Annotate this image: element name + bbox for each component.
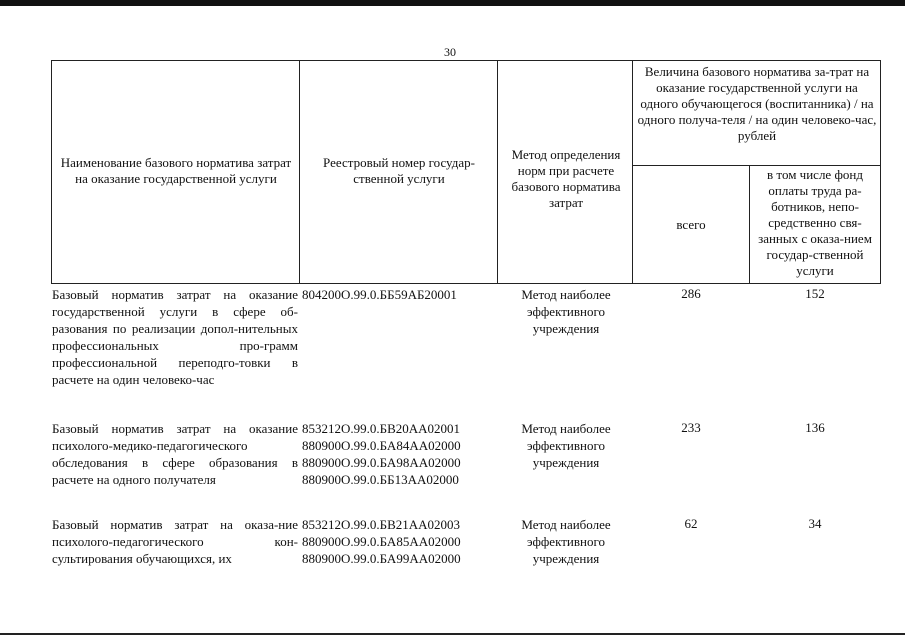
row3-total: 62	[684, 516, 698, 531]
row3-registry: 853212О.99.0.БВ21АА02003 880900О.99.0.БА85АА02000 880900О.99.0.БА99АА02000	[302, 517, 461, 566]
row3-name: Базовый норматив затрат на оказа-ние психолого-педагогического кон-сультирования обучающихся, их	[52, 517, 298, 566]
scan-top-border	[0, 0, 905, 6]
row1-name: Базовый норматив затрат на оказание государственной услуги в сфере об-разования по реализации допол-нительных профессиональных про-грамм профессиональной переподго-товки в расчете на один человеко-час	[52, 287, 298, 387]
header-method: Метод определения норм при расчете базового норматива затрат	[511, 147, 621, 210]
header-total: всего	[676, 217, 706, 232]
divider	[749, 165, 750, 283]
divider	[632, 165, 880, 166]
row2-total: 233	[681, 420, 701, 435]
row1-fund: 152	[805, 286, 825, 301]
row1-method: Метод наиболее эффективного учреждения	[521, 287, 611, 336]
row2-name: Базовый норматив затрат на оказание психолого-медико-педагогического обследования в сфере образования в расчете на одного получателя	[52, 421, 298, 487]
row1-total: 286	[681, 286, 701, 301]
page-number: 30	[444, 45, 456, 59]
row1-registry: 804200О.99.0.ББ59АБ20001	[302, 287, 457, 302]
row2-fund: 136	[805, 420, 825, 435]
divider	[497, 61, 498, 283]
header-name: Наименование базового норматива затрат на оказание государственной услуги	[60, 155, 292, 186]
row2-registry: 853212О.99.0.БВ20АА02001 880900О.99.0.БА84АА02000 880900О.99.0.БА98АА02000 880900О.99.0.ББ13АА02000	[302, 421, 461, 487]
header-fund: в том числе фонд оплаты труда ра-ботников, непо-средственно свя-занных с оказа-нием государ-ственной услуги	[758, 167, 872, 278]
header-value: Величина базового норматива за-трат на оказание государственной услуги на одного обучающегося (воспитанника) / на одного получа-теля / на один человеко-час, рублей	[637, 64, 877, 143]
row3-fund: 34	[808, 516, 822, 531]
header-registry: Реестровый номер государ-ственной услуги	[323, 155, 475, 186]
row2-method: Метод наиболее эффективного учреждения	[521, 421, 611, 470]
row3-method: Метод наиболее эффективного учреждения	[521, 517, 611, 566]
page-bottom-rule	[0, 633, 905, 635]
divider	[632, 61, 633, 283]
table-header	[51, 60, 881, 284]
divider	[299, 61, 300, 283]
